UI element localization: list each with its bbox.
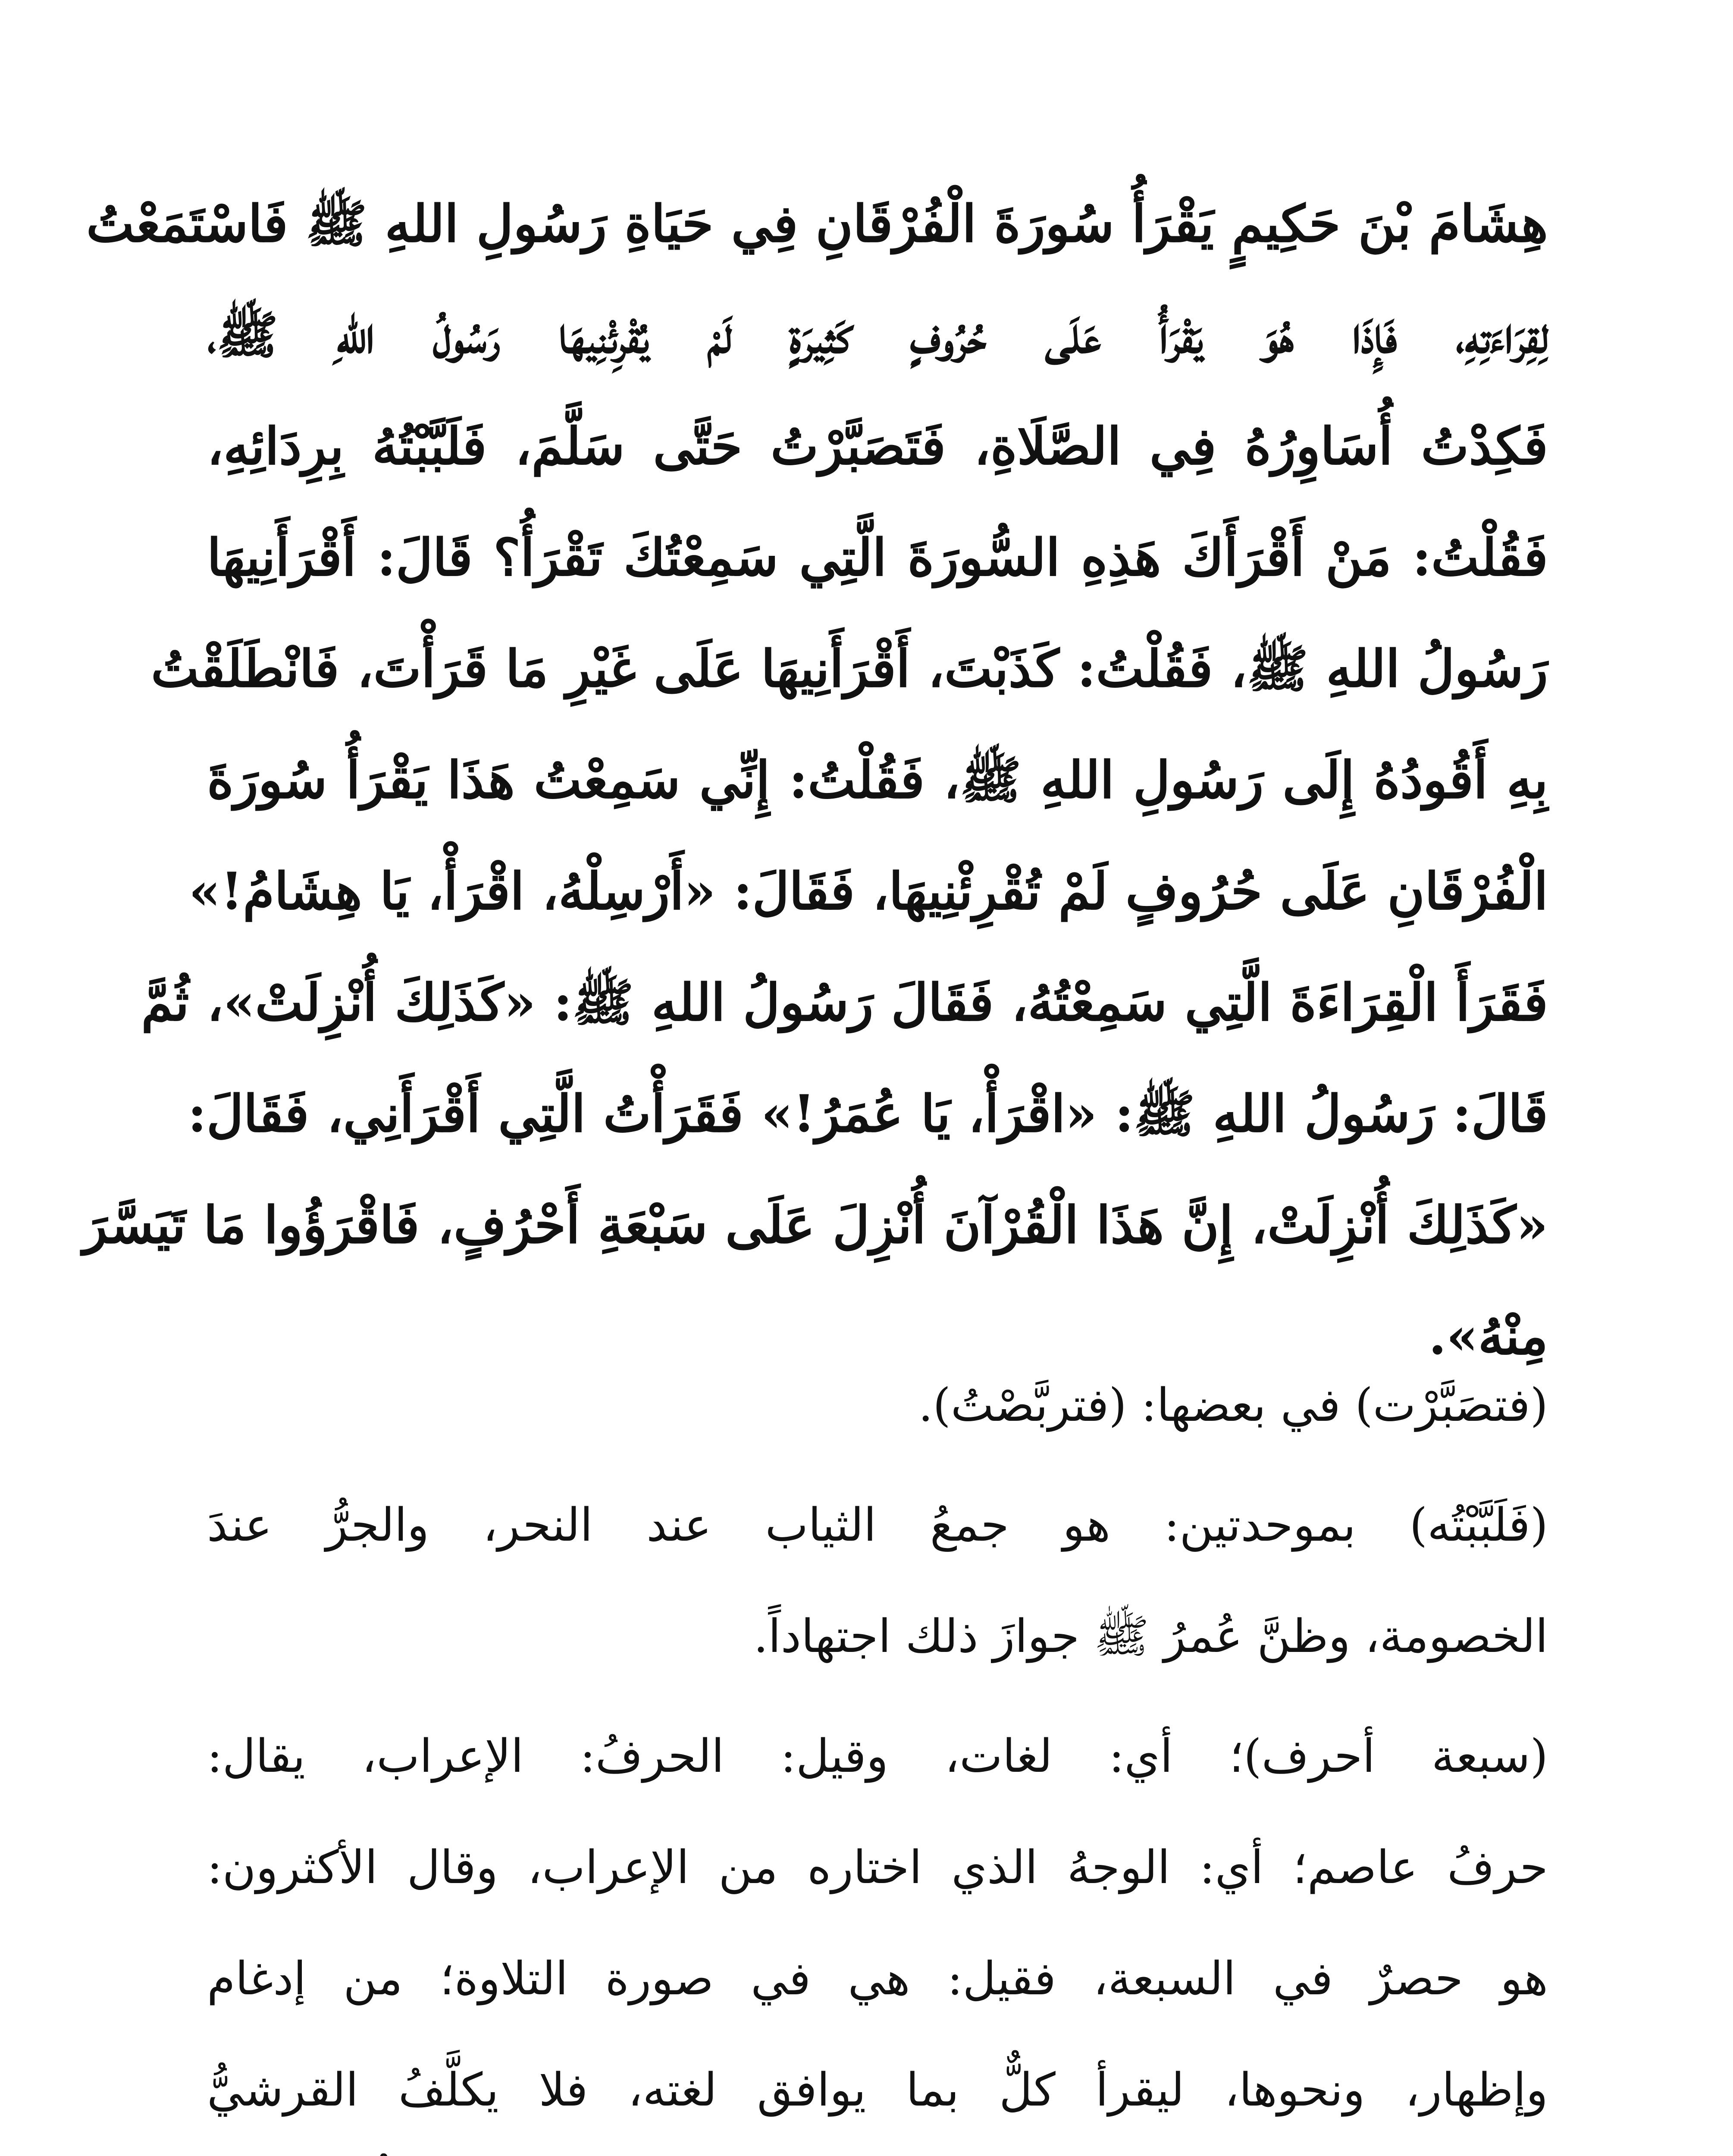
hadith-line: فَقَرَأَ الْقِرَاءَةَ الَّتِي سَمِعْتُهُ، فَقَالَ رَسُولُ اللهِ ﷺ: «كَذَلِكَ أُنْزِلَتْ»، ثُمَّ bbox=[141, 972, 1548, 1032]
note-paragraph bbox=[207, 1470, 1548, 1692]
hadith-line: رَسُولُ اللهِ ﷺ، فَقُلْتُ: كَذَبْتَ، أَقْرَأَنِيهَا عَلَى غَيْرِ مَا قَرَأْتَ، فَانْطَلَقْتُ bbox=[151, 639, 1548, 699]
hadith-text bbox=[83, 168, 1548, 1392]
note-line: هو حصرٌ في السبعة، فقيل: هي في صورة التلاوة؛ من إدغام bbox=[207, 1952, 1548, 2005]
hadith-line: فَكِدْتُ أُسَاوِرُهُ فِي الصَّلَاةِ، فَتَصَبَّرْتُ حَتَّى سَلَّمَ، فَلَبَّبْتُهُ بِرِدَائِهِ، bbox=[207, 416, 1548, 476]
note-paragraph bbox=[207, 1701, 1548, 2156]
note-line: حرفُ عاصم؛ أي: الوجهُ الذي اختاره من الإعراب، وقال الأكثرون: bbox=[207, 1841, 1548, 1894]
note-line: (سبعة أحرف)؛ أي: لغات، وقيل: الحرفُ: الإعراب، يقال: bbox=[207, 1730, 1548, 1783]
hadith-line: لِقِرَاءَتِهِ، فَإِذَا هُوَ يَقْرَأُ عَلَى حُرُوفٍ كَثِيرَةٍ لَمْ يُقْرِئْنِيهَا رَسُولُ اللهِ ﷺ، bbox=[207, 305, 1548, 365]
hadith-line: الْفُرْقَانِ عَلَى حُرُوفٍ لَمْ تُقْرِئْنِيهَا، فَقَالَ: «أَرْسِلْهُ، اقْرَأْ، يَا هِشَامُ!» bbox=[188, 861, 1548, 921]
hadith-line: مِنْهُ». bbox=[1429, 1306, 1548, 1366]
note-line: (فتصَبَّرْت) في بعضها: (فتربَّصْتُ). bbox=[918, 1379, 1548, 1432]
hadith-line: فَقُلْتُ: مَنْ أَقْرَأَكَ هَذِهِ السُّورَةَ الَّتِي سَمِعْتُكَ تَقْرَأُ؟ قَالَ: أَقْرَأَنِيهَا bbox=[207, 527, 1548, 587]
commentary bbox=[207, 1350, 1548, 2156]
note-line: (فَلَبَّبْتُه) بموحدتين: هو جمعُ الثياب عند النحر، والجرُّ عندَ bbox=[207, 1498, 1548, 1551]
note-paragraph bbox=[207, 1350, 1548, 1461]
hadith-line: «كَذَلِكَ أُنْزِلَتْ، إِنَّ هَذَا الْقُرْآنَ أُنْزِلَ عَلَى سَبْعَةِ أَحْرُفٍ، فَاقْرَؤُوا مَا تَيَسَّرَ bbox=[83, 1195, 1548, 1255]
note-line: الخصومة، وظنَّ عُمرُ ﷺ جوازَ ذلك اجتهاداً. bbox=[753, 1610, 1548, 1663]
note-line bbox=[207, 2146, 1548, 2156]
note-line: وإظهار، ونحوها، ليقرأ كلٌّ بما يوافق لغته، فلا يكلَّفُ القرشيُّ bbox=[207, 2063, 1548, 2116]
hadith-line: هِشَامَ بْنَ حَكِيمٍ يَقْرَأُ سُورَةَ الْفُرْقَانِ فِي حَيَاةِ رَسُولِ اللهِ ﷺ فَاسْتَمَعْتُ bbox=[86, 194, 1548, 254]
hadith-line: قَالَ: رَسُولُ اللهِ ﷺ: «اقْرَأْ، يَا عُمَرُ!» فَقَرَأْتُ الَّتِي أَقْرَأَنِي، فَقَالَ: bbox=[188, 1084, 1548, 1144]
hadith-line: بِهِ أَقُودُهُ إِلَى رَسُولِ اللهِ ﷺ، فَقُلْتُ: إِنِّي سَمِعْتُ هَذَا يَقْرَأُ سُورَةَ bbox=[207, 750, 1548, 810]
